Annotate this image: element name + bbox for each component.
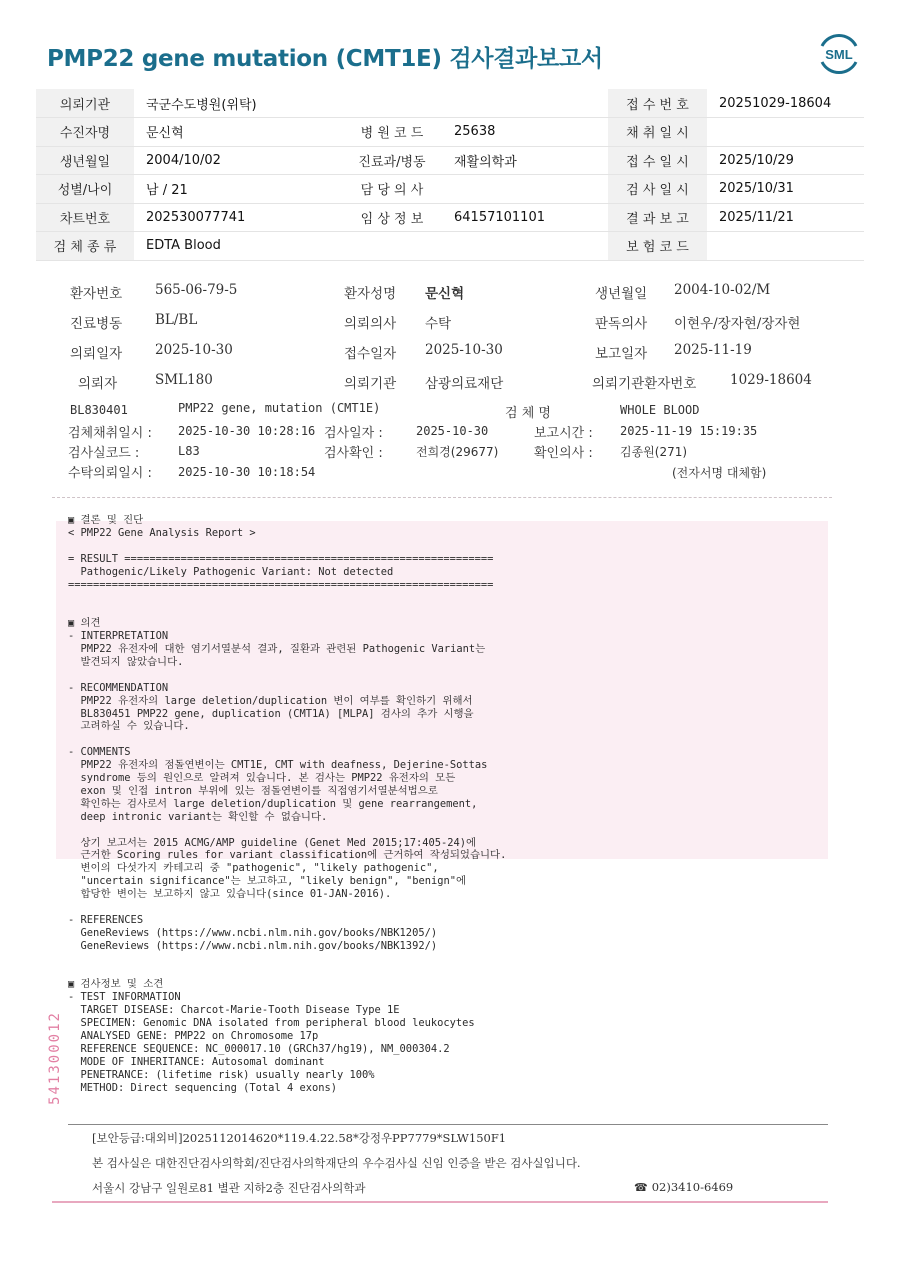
sml-logo [816,32,862,76]
req-date-label: 의뢰일자 [70,346,123,362]
recv-date: 2025-10-30 [425,342,503,358]
info-label: 보 험 코 드 [608,232,707,261]
info-label: 의뢰기관 [36,89,134,118]
dept: BL/BL [155,312,198,328]
info-value [442,175,608,204]
address-line: 서울시 강남구 일원로81 별관 지하2층 진단검사의학과 [92,1181,366,1195]
test-code: BL830401 [70,403,128,417]
report-line: METHOD: Direct sequencing (Total 4 exons) [68,1081,337,1094]
logo-text: SML [825,47,853,62]
esign-note: (전자서명 대체함) [672,466,767,480]
confirm-doc: 김종원(271) [620,445,688,459]
report-line [68,669,828,682]
report-line: "uncertain significance"는 보고하고, "likely benign", "benign"에 [68,875,467,888]
report-date-label: 보고일자 [595,346,648,362]
read-doc: 이현우/장자현/장자현 [674,316,801,332]
report-line: ▣ 의견 [68,617,101,630]
report-line: ==================================================================== [68,578,494,591]
req-inst-label: 의뢰기관 [344,376,397,392]
info-label: 채 취 일 시 [608,118,707,147]
info-value: 2025/10/29 [707,146,864,175]
req-date: 2025-10-30 [155,342,233,358]
footer-bottom-rule [52,1201,828,1203]
cert-line: 본 검사실은 대한진단검사의학회/진단검사의학재단의 우수검사실 신임 인증을 받은 검사실입니다. [92,1156,581,1170]
report-line: PMP22 유전자에 대한 염기서열분석 결과, 질환과 관련된 Pathogenic Variant는 [68,643,486,656]
consign-time: 2025-10-30 10:18:54 [178,465,316,479]
report-line: 확인하는 검사로서 large deletion/duplication 및 gene rearrangement, [68,797,478,810]
dob-label: 생년월일 [595,286,648,302]
report-line [68,604,828,617]
info-label: 병 원 코 드 [342,118,442,147]
req-doc-label: 의뢰의사 [344,316,397,332]
report-line: - INTERPRETATION [68,630,169,643]
specimen: WHOLE BLOOD [620,403,700,417]
info-value: 남 / 21 [134,175,342,204]
info-value: 문신혁 [134,118,342,147]
info-value: 2025/10/31 [707,175,864,204]
report-line: syndrome 등의 원인으로 알려져 있습니다. 본 검사는 PMP22 유전자의 모든 [68,772,456,785]
report-time: 2025-11-19 15:19:35 [620,424,758,438]
info-value: 202530077741 [134,203,342,232]
inst-patient-label: 의뢰기관환자번호 [592,376,697,392]
info-value: 재활의학과 [442,146,608,175]
exam-date: 2025-10-30 [416,424,489,438]
info-label: 차트번호 [36,203,134,232]
report-line: Pathogenic/Likely Pathogenic Variant: Not detected [68,565,394,578]
info-value [707,118,864,147]
inst-patient: 1029-18604 [730,372,812,388]
report-line [68,591,828,604]
report-line: GeneReviews (https://www.ncbi.nlm.nih.gov/books/NBK1205/) [68,926,438,939]
report-line [68,824,828,837]
info-value [707,232,864,261]
info-row [36,146,864,175]
info-label: 진료과/병동 [342,146,442,175]
info-label: 수진자명 [36,118,134,147]
reg-no: 565-06-79-5 [155,282,238,298]
report-line: 상기 보고서는 2015 ACMG/AMP guideline (Genet Med 2015;17:405-24)에 [68,836,477,849]
info-label: 생년월일 [36,146,134,175]
specimen-label: 검 체 명 [505,406,551,421]
info-value: 2025/11/21 [707,203,864,232]
info-label: 결 과 보 고 [608,203,707,232]
report-line: 고려하실 수 있습니다. [68,720,190,733]
req-inst: 삼광의료재단 [425,376,504,392]
info-label: 담 당 의 사 [342,175,442,204]
info-value: 20251029-18604 [707,89,864,118]
report-line: 발견되지 않았습니다. [68,655,184,668]
report-line [68,540,828,553]
read-doc-label: 판독의사 [595,316,648,332]
report-line: MODE OF INHERITANCE: Autosomal dominant [68,1055,325,1068]
room-code: L83 [178,444,200,458]
report-title: PMP22 gene mutation (CMT1E) 검사결과보고서 [47,46,603,72]
requester-label: 의뢰자 [78,376,118,392]
phone-line [634,1180,733,1194]
req-doc: 수탁 [425,316,452,332]
name-label: 환자성명 [344,286,397,302]
report-date: 2025-11-19 [674,342,752,358]
info-empty [342,89,442,118]
phone-icon: ☎ [634,1181,648,1194]
info-value: EDTA Blood [134,232,342,261]
checker: 전희경(29677) [416,445,499,459]
footer-divider [68,1124,828,1125]
info-row [36,89,864,118]
info-value: 2004/10/02 [134,146,342,175]
recv-date-label: 접수일자 [344,346,397,362]
info-row [36,232,864,261]
info-label: 성별/나이 [36,175,134,204]
room-code-label: 검사실코드 : [68,446,140,461]
checker-label: 검사확인 : [324,446,383,461]
dept-label: 진료병동 [70,316,123,332]
report-line: ▣ 검사정보 및 소견 [68,978,164,991]
report-line [68,966,828,979]
info-value: 25638 [442,118,608,147]
test-name: PMP22 gene, mutation (CMT1E) [178,401,381,415]
report-line: ANALYSED GENE: PMP22 on Chromosome 17p [68,1030,319,1043]
report-body [68,514,828,1095]
report-line: - COMMENTS [68,746,131,759]
reg-no-label: 환자번호 [70,286,123,302]
info-label: 접 수 일 시 [608,146,707,175]
report-line: 근거한 Scoring rules for variant classification에 근거하여 작성되었습니다. [68,849,507,862]
request-info-table [36,89,864,261]
confirm-doc-label: 확인의사 : [534,446,593,461]
consign-label: 수탁의뢰일시 : [68,466,152,481]
report-line: - REFERENCES [68,913,144,926]
report-line [68,901,828,914]
info-label: 검 체 종 류 [36,232,134,261]
report-line [68,953,828,966]
report-line: GeneReviews (https://www.ncbi.nlm.nih.gov/books/NBK1392/) [68,939,438,952]
info-value: 64157101101 [442,203,608,232]
info-row [36,175,864,204]
report-line: 변이의 다섯가지 카테고리 중 "pathogenic", "likely pathogenic", [68,862,439,875]
info-empty [342,232,442,261]
requester: SML180 [155,372,213,388]
report-line: PMP22 유전자의 large deletion/duplication 변이 여부를 확인하기 위해서 [68,694,473,707]
report-line [68,733,828,746]
report-line: PENETRANCE: (lifetime risk) usually nearly 100% [68,1068,375,1081]
report-line: = RESULT =========================================================== [68,552,494,565]
report-line: deep intronic variant는 확인할 수 없습니다. [68,810,328,823]
collect-time: 2025-10-30 10:28:16 [178,424,316,438]
report-line: REFERENCE SEQUENCE: NC_000017.10 (GRCh37/hg19), NM_000304.2 [68,1043,450,1056]
report-line: - RECOMMENDATION [68,681,169,694]
info-row [36,203,864,232]
patient-name: 문신혁 [425,286,465,302]
report-line: ▣ 결론 및 진단 [68,514,144,526]
exam-date-label: 검사일자 : [324,426,383,441]
info-empty [442,232,608,261]
info-label: 임 상 정 보 [342,203,442,232]
info-label: 검 사 일 시 [608,175,707,204]
report-line: BL830451 PMP22 gene, duplication (CMT1A) [MLPA] 검사의 추가 시행을 [68,707,474,720]
report-line: exon 및 인접 intron 부위에 있는 점돌연변이를 직접염기서열분석법으로 [68,784,438,797]
report-time-label: 보고시간 : [534,426,593,441]
report-line: - TEST INFORMATION [68,991,181,1004]
info-label: 접 수 번 호 [608,89,707,118]
report-line: 합당한 변이는 보고하지 않고 있습니다(since 01-JAN-2016). [68,888,392,901]
info-row [36,118,864,147]
info-value: 국군수도병원(위탁) [134,89,342,118]
security-line: [보안등급:대외비]2025112014620*119.4.22.58*강정우PP7779*SLW150F1 [92,1131,507,1145]
dob: 2004-10-02/M [674,282,771,298]
side-code-text: 541300012 [46,1011,63,1105]
collect-label: 검체채취일시 : [68,426,152,441]
info-empty [442,89,608,118]
report-line: TARGET DISEASE: Charcot-Marie-Tooth Disease Type 1E [68,1004,400,1017]
report-line: PMP22 유전자의 점돌연변이는 CMT1E, CMT with deafness, Dejerine-Sottas [68,759,488,772]
report-line: SPECIMEN: Genomic DNA isolated from peripheral blood leukocytes [68,1017,475,1030]
report-line: < PMP22 Gene Analysis Report > [68,526,256,539]
phone-number: 02)3410-6469 [651,1180,734,1194]
side-barcode-number [46,1005,62,1111]
